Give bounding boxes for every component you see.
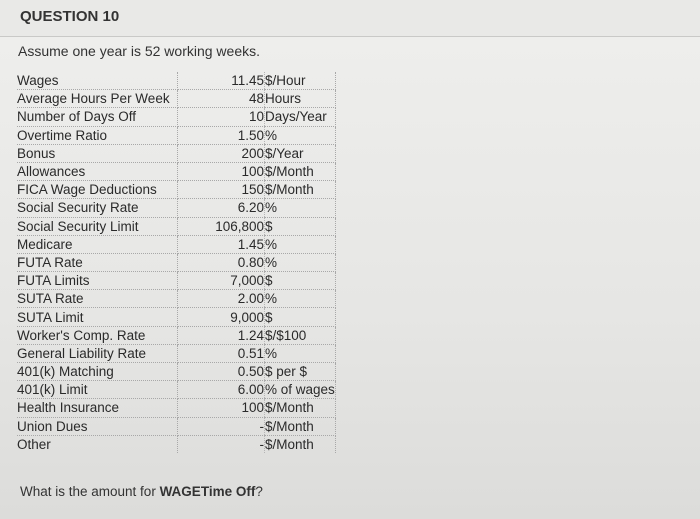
- row-label: Average Hours Per Week: [17, 90, 178, 108]
- row-value: 11.45: [178, 72, 265, 90]
- row-unit: $/Month: [265, 162, 336, 180]
- question-header-bar: [0, 0, 700, 37]
- row-unit: $/Month: [265, 417, 336, 435]
- wage-data-table: [17, 72, 336, 453]
- row-value: 6.00: [178, 381, 265, 399]
- row-unit: $/Month: [265, 435, 336, 453]
- row-unit: % of wages: [265, 382, 335, 398]
- question-bold-term: WAGETime Off: [159, 484, 256, 499]
- row-value: 100: [178, 162, 265, 180]
- row-label: 401(k) Matching: [17, 363, 178, 381]
- row-label: Social Security Limit: [17, 217, 178, 235]
- row-value: 100: [178, 399, 265, 417]
- row-unit: %: [265, 344, 336, 362]
- row-value: 1.50: [178, 126, 265, 144]
- row-value: 9,000: [178, 308, 265, 326]
- row-label: Worker's Comp. Rate: [17, 326, 178, 344]
- row-unit: $/Month: [265, 399, 336, 417]
- row-label: Number of Days Off: [17, 108, 178, 126]
- row-label: General Liability Rate: [17, 344, 178, 362]
- question-prefix: What is the amount for: [20, 484, 160, 499]
- row-value: 0.51: [178, 344, 265, 362]
- table-row: [17, 108, 336, 126]
- row-label: SUTA Rate: [17, 290, 178, 308]
- intro-text: Assume one year is 52 working weeks.: [18, 43, 260, 59]
- row-unit: %: [265, 235, 336, 253]
- row-label: FUTA Rate: [17, 253, 178, 271]
- row-value: 48: [178, 90, 265, 108]
- question-suffix: ?: [255, 484, 263, 499]
- table-row: [17, 417, 336, 435]
- table-row: [17, 90, 336, 108]
- question-prompt: [20, 484, 263, 499]
- row-unit: Hours: [265, 90, 336, 108]
- row-value: 200: [178, 144, 265, 162]
- table-row: [17, 217, 336, 235]
- row-label: Medicare: [17, 235, 178, 253]
- row-value: 7,000: [178, 272, 265, 290]
- row-value: 0.50: [178, 363, 265, 381]
- row-label: Social Security Rate: [17, 199, 178, 217]
- row-unit: $/Month: [265, 181, 336, 199]
- row-value: 6.20: [178, 199, 265, 217]
- row-unit: %: [265, 199, 336, 217]
- row-unit: $: [265, 217, 336, 235]
- table-row: [17, 72, 336, 90]
- wage-data-rows: [17, 72, 336, 453]
- row-label: FUTA Limits: [17, 272, 178, 290]
- row-value: -: [178, 417, 265, 435]
- row-value: -: [259, 436, 264, 452]
- table-row: [17, 181, 336, 199]
- row-unit: Days/Year: [265, 108, 336, 126]
- row-label: 401(k) Limit: [17, 381, 178, 399]
- table-row: [17, 199, 336, 217]
- row-label: Bonus: [17, 144, 178, 162]
- table-row: [17, 162, 336, 180]
- row-value: 2.00: [178, 290, 265, 308]
- row-value: 0.80: [178, 253, 265, 271]
- row-unit: $/$100: [265, 326, 336, 344]
- row-unit: $/Hour: [265, 72, 336, 90]
- row-unit: $: [265, 272, 336, 290]
- row-label: Health Insurance: [17, 399, 178, 417]
- question-title: QUESTION 10: [20, 8, 120, 25]
- table-row: [17, 235, 336, 253]
- row-unit: $/Year: [265, 144, 336, 162]
- table-row: [17, 344, 336, 362]
- table-row: [17, 144, 336, 162]
- table-row: [17, 435, 336, 453]
- table-row: [17, 253, 336, 271]
- table-row: [17, 290, 336, 308]
- table-row: [17, 363, 336, 381]
- row-value: 106,800: [178, 217, 265, 235]
- row-label: SUTA Limit: [17, 308, 178, 326]
- row-value: 10: [178, 108, 265, 126]
- row-unit: %: [265, 253, 336, 271]
- row-label: Wages: [17, 72, 178, 90]
- row-value: 1.45: [178, 235, 265, 253]
- row-label: Union Dues: [17, 417, 178, 435]
- row-unit: %: [265, 290, 336, 308]
- row-label: FICA Wage Deductions: [17, 181, 178, 199]
- table-row: [17, 399, 336, 417]
- row-label: Overtime Ratio: [17, 126, 178, 144]
- row-unit: $: [265, 308, 336, 326]
- row-label: Other: [17, 435, 178, 453]
- table-row: [17, 381, 336, 399]
- table-row: [17, 272, 336, 290]
- table-row: [17, 326, 336, 344]
- row-label: Allowances: [17, 162, 178, 180]
- row-value: 1.24: [178, 326, 265, 344]
- table-row: [17, 126, 336, 144]
- row-unit: %: [265, 126, 336, 144]
- table-row: [17, 308, 336, 326]
- row-unit: $ per $: [265, 363, 336, 381]
- row-value: 150: [178, 181, 265, 199]
